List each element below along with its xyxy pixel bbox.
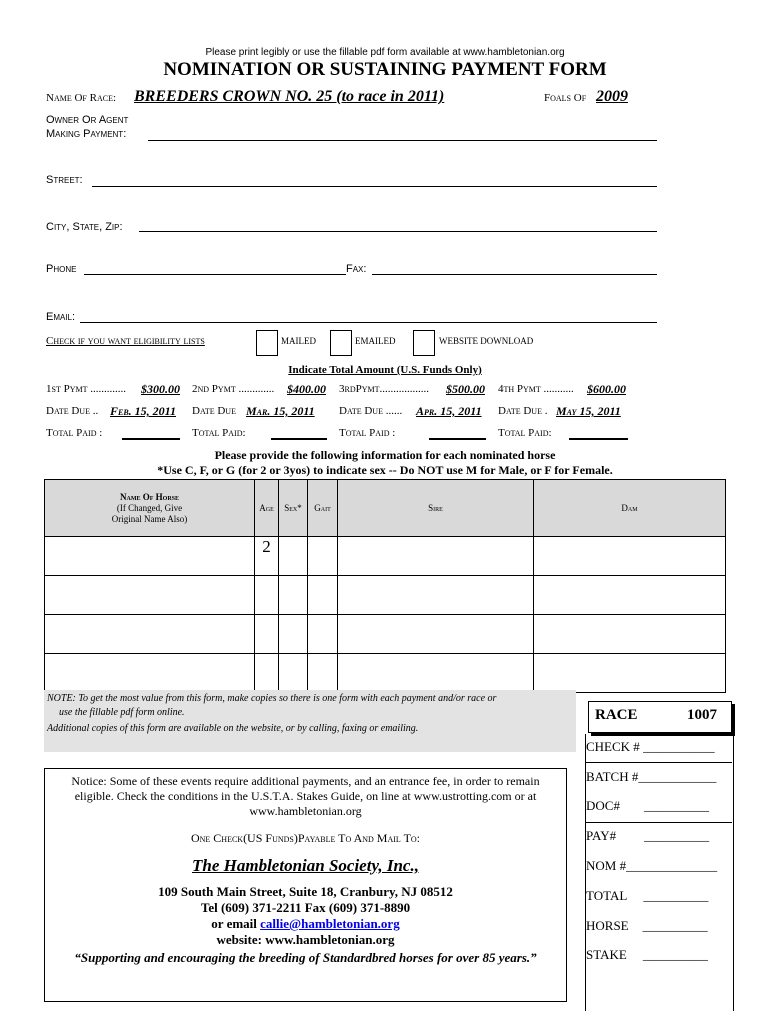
office-nom-blank[interactable]: ______________ — [626, 858, 718, 873]
office-batch-blank[interactable]: ____________ — [638, 769, 717, 784]
header-name-line-3: Original Name Also) — [111, 513, 188, 524]
dam-cell[interactable] — [534, 654, 726, 693]
office-batch-label: BATCH # — [586, 769, 639, 784]
header-sire: Sire — [338, 480, 534, 537]
header-sex: Sex* — [279, 480, 308, 537]
street-input-line[interactable] — [92, 186, 657, 187]
office-race-box — [588, 701, 732, 733]
pymt-2-amount: $400.00 — [287, 382, 326, 396]
payments-heading: Indicate Total Amount (U.S. Funds Only) — [288, 364, 482, 376]
pymt-2-label: 2nd Pymt ............. — [192, 383, 275, 395]
horse-info-line-1: Please provide the following information for each nominated horse — [214, 448, 556, 462]
paid-4-input[interactable] — [569, 438, 628, 440]
office-stake-blank[interactable]: __________ — [642, 947, 708, 962]
race-name-value[interactable]: BREEDERS CROWN NO. 25 (to race in 2011) — [134, 88, 445, 105]
dam-cell[interactable] — [534, 537, 726, 576]
due-1-label: Date Due .. — [46, 405, 99, 417]
due-2-date: Mar. 15, 2011 — [246, 404, 315, 418]
org-address: 109 South Main Street, Suite 18, Cranbury, NJ 08512 — [158, 884, 453, 899]
due-4-label: Date Due . — [498, 405, 548, 417]
owner-label-1: Owner Or Agent — [46, 114, 129, 126]
horse-table-header — [45, 480, 726, 537]
paid-3-label: Total Paid : — [339, 427, 396, 439]
paid-3-input[interactable] — [429, 438, 486, 440]
notice-line-1: Notice: Some of these events require additional payments, and an entrance fee, in order to remain — [71, 774, 540, 788]
sire-cell[interactable] — [338, 654, 534, 693]
gait-cell[interactable] — [308, 576, 338, 615]
pymt-4-label: 4th Pymt ........... — [498, 383, 574, 395]
office-doc-label: DOC# — [586, 798, 620, 813]
header-age: Age — [255, 480, 279, 537]
table-row — [45, 537, 726, 576]
gait-cell[interactable] — [308, 654, 338, 693]
pymt-1-amount: $300.00 — [141, 382, 180, 396]
office-horse-label: HORSE — [586, 918, 629, 933]
pymt-4-amount: $600.00 — [587, 382, 626, 396]
owner-label-2: Making Payment: — [46, 128, 127, 140]
horse-name-cell[interactable] — [45, 576, 255, 615]
due-3-date: Apr. 15, 2011 — [416, 404, 482, 418]
due-2-label: Date Due — [192, 405, 236, 417]
office-pay-blank[interactable]: __________ — [644, 828, 710, 843]
notice-line-3: www.hambletonian.org — [249, 804, 362, 818]
owner-input-line[interactable] — [148, 140, 657, 141]
horse-name-cell[interactable] — [45, 654, 255, 693]
pymt-3-amount: $500.00 — [446, 382, 485, 396]
sex-cell[interactable] — [279, 576, 308, 615]
due-4-date: May 15, 2011 — [556, 404, 621, 418]
note-line-2: use the fillable pdf form online. — [59, 707, 185, 718]
header-name-line-2: (If Changed, Give — [116, 502, 183, 513]
office-check-label: CHECK # — [586, 739, 640, 754]
due-1-date: Feb. 15, 2011 — [110, 404, 177, 418]
office-doc-blank[interactable]: __________ — [643, 798, 709, 813]
age-cell[interactable] — [255, 576, 279, 615]
table-row — [45, 615, 726, 654]
horse-name-cell[interactable] — [45, 537, 255, 576]
phone-label: Phone — [46, 263, 77, 275]
org-name: The Hambletonian Society, Inc., — [192, 856, 419, 875]
eligibility-label: Check if you want eligibility lists — [46, 335, 205, 347]
email-link[interactable]: callie@hambletonian.org — [260, 916, 400, 931]
email-input-line[interactable] — [80, 322, 657, 323]
note-line-3: Additional copies of this form are available on the website, or by calling, faxing or emailing. — [47, 723, 419, 734]
table-row — [45, 576, 726, 615]
street-label: Street: — [46, 174, 83, 186]
age-cell[interactable] — [255, 654, 279, 693]
paid-1-label: Total Paid : — [46, 427, 103, 439]
sex-cell[interactable] — [279, 537, 308, 576]
header-name-of-horse — [45, 480, 255, 537]
sex-cell[interactable] — [279, 615, 308, 654]
email-prefix: or email — [211, 916, 261, 931]
paid-4-label: Total Paid: — [498, 427, 552, 439]
website-download-checkbox[interactable] — [413, 330, 435, 356]
phone-input-line[interactable] — [84, 274, 346, 275]
fax-label: Fax: — [346, 263, 367, 275]
sire-cell[interactable] — [338, 615, 534, 654]
sex-cell[interactable] — [279, 654, 308, 693]
gait-cell[interactable] — [308, 615, 338, 654]
horse-info-line-2: *Use C, F, or G (for 2 or 3yos) to indicate sex -- Do NOT use M for Male, or F for Female. — [157, 463, 613, 477]
sire-cell[interactable] — [338, 576, 534, 615]
office-race-number: 1007 — [687, 707, 717, 723]
age-cell[interactable] — [255, 615, 279, 654]
emailed-option-label: EMAILED — [355, 336, 396, 346]
mailed-checkbox[interactable] — [256, 330, 278, 356]
race-name-label: Name Of Race: — [46, 92, 117, 104]
city-input-line[interactable] — [139, 231, 657, 232]
horse-table — [44, 479, 726, 693]
mail-to-line: One Check(US Funds)Payable To And Mail To: — [190, 831, 421, 845]
foals-of-value[interactable]: 2009 — [596, 88, 628, 105]
org-phone: Tel (609) 371-2211 Fax (609) 371-8890 — [200, 900, 411, 915]
office-race-label: RACE — [595, 707, 638, 723]
office-total-blank[interactable]: __________ — [643, 888, 709, 903]
notice-line-2: eligible. Check the conditions in the U.S.T.A. Stakes Guide, on line at www.ustrotting.com or at — [74, 789, 537, 803]
horse-name-cell[interactable] — [45, 615, 255, 654]
city-label: City, State, Zip: — [46, 221, 123, 233]
pymt-3-label: 3rdPymt.................. — [339, 383, 430, 395]
paid-2-input[interactable] — [271, 438, 327, 440]
dam-cell[interactable] — [534, 615, 726, 654]
office-check-blank[interactable]: ___________ — [643, 739, 715, 754]
org-website: website: www.hambletonian.org — [216, 932, 395, 947]
website-download-option-label: WEBSITE DOWNLOAD — [439, 336, 534, 346]
gait-cell[interactable] — [308, 537, 338, 576]
table-row — [45, 654, 726, 693]
header-dam: Dam — [534, 480, 726, 537]
email-label: Email: — [46, 311, 76, 323]
header-gait: Gait — [308, 480, 338, 537]
office-horse-blank[interactable]: __________ — [642, 918, 708, 933]
office-pay-label: PAY# — [586, 828, 617, 843]
emailed-checkbox[interactable] — [330, 330, 352, 356]
sire-cell[interactable] — [338, 537, 534, 576]
office-stake-label: STAKE — [586, 947, 627, 962]
paid-2-label: Total Paid: — [192, 427, 246, 439]
form-title: NOMINATION OR SUSTAINING PAYMENT FORM — [163, 59, 607, 80]
notice-box — [44, 768, 567, 1002]
note-box — [44, 690, 576, 752]
age-cell[interactable]: 2 — [255, 537, 279, 576]
mailed-option-label: MAILED — [281, 336, 316, 346]
org-slogan: “Supporting and encouraging the breeding of Standardbred horses for over 85 years.” — [74, 950, 537, 965]
paid-1-input[interactable] — [122, 438, 180, 440]
office-box-border — [585, 734, 734, 1011]
note-line-1: NOTE: To get the most value from this form, make copies so there is one form with each payment and/or race or — [47, 693, 497, 704]
header-name-line-1: Name Of Horse — [119, 491, 179, 502]
org-email-line — [45, 916, 566, 932]
dam-cell[interactable] — [534, 576, 726, 615]
due-3-label: Date Due ...... — [339, 405, 403, 417]
foals-of-label: Foals Of — [544, 92, 587, 104]
office-nom-label: NOM # — [586, 858, 627, 873]
fax-input-line[interactable] — [372, 274, 657, 275]
office-total-label: TOTAL — [586, 888, 628, 903]
instruction-text: Please print legibly or use the fillable pdf form available at www.hambletonian.org — [205, 47, 565, 58]
pymt-1-label: 1st Pymt ............. — [46, 383, 126, 395]
